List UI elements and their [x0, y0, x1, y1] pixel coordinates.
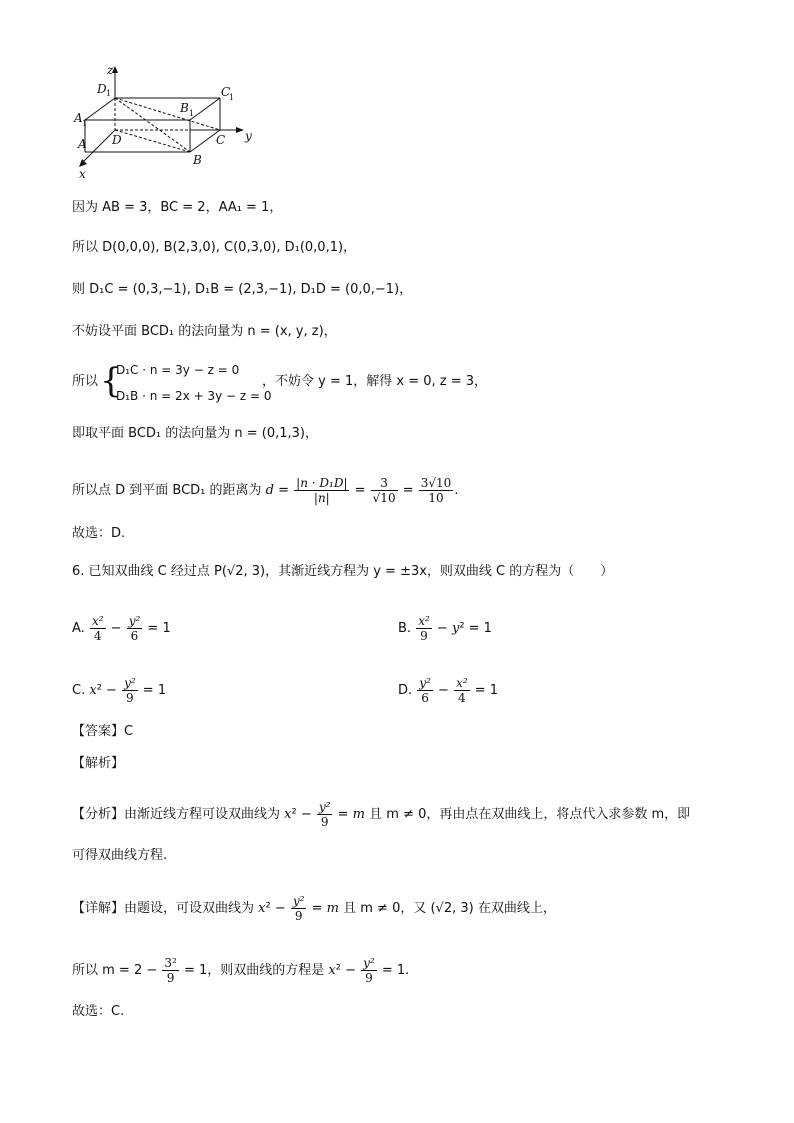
system-brace: {: [100, 361, 122, 401]
svg-text:1: 1: [189, 109, 195, 118]
vectors-line: 则 D₁C = (0,3,−1), D₁B = (2,3,−1), D₁D = (0,0,−1)，: [72, 282, 413, 297]
normal-assume-line: 不妨设平面 BCD₁ 的法向量为 n = (x, y, z)，: [72, 324, 337, 339]
label-z: z: [107, 63, 114, 77]
label-C1: C: [221, 85, 231, 99]
label-x: x: [79, 167, 86, 181]
svg-text:1: 1: [106, 89, 112, 98]
option-c: C. x² − $\frac{\text{y²}}{9}$ = 1: [72, 676, 167, 705]
svg-text:1: 1: [82, 119, 88, 128]
label-A1: A: [74, 111, 83, 125]
q6-stem: 6. 已知双曲线 C 经过点 P(√2, 3)，其渐近线方程为 y = ±3x，则双曲线 C 的方程为（ ）: [72, 564, 614, 579]
distance-line: 所以点 D 到平面 BCD₁ 的距离为 d = $\frac{\text{|n · D₁D|}}{|n|}$ = $\frac{3}{√10}$ = $\frac{3√10}{10}$ .: [72, 476, 459, 505]
system-prefix: 所以: [72, 374, 99, 389]
choose5-line: 故选：D.: [72, 526, 126, 541]
label-B: B: [193, 153, 202, 167]
label-D1: D: [97, 82, 107, 96]
normal-take-line: 即取平面 BCD₁ 的法向量为 n = (0,1,3)，: [72, 426, 319, 441]
label-D: D: [112, 133, 122, 147]
fenxi-line: 【分析】由渐近线方程可设双曲线为 x² − $\frac{\text{y²}}{9}$ = m 且 m ≠ 0，再由点在双曲线上，将点代入求参数 m，即: [72, 800, 691, 829]
option-d: D. $\frac{\text{y²}}{6}$ − $\frac{\text{x²}}{4}$ = 1: [398, 676, 499, 705]
label-A: A: [78, 137, 87, 151]
system-eq2: D₁B · n = 2x + 3y − z = 0: [116, 389, 272, 403]
system-eq1: D₁C · n = 3y − z = 0: [116, 363, 240, 377]
final-line: 所以 m = 2 − $\frac{\text{3²}}{9}$ = 1，则双曲线的方程是 x² − $\frac{\text{y²}}{9}$ = 1.: [72, 956, 410, 985]
label-y: y: [245, 129, 252, 143]
choose6-line: 故选：C.: [72, 1004, 125, 1019]
system-suffix: ，不妨令 y = 1，解得 x = 0, z = 3，: [262, 374, 488, 389]
label-B1: B: [180, 101, 189, 115]
option-a: A. $\frac{\text{x²}}{4}$ − $\frac{\text{y²}}{6}$ = 1: [72, 614, 171, 643]
coords-line: 所以 D(0,0,0), B(2,3,0), C(0,3,0), D₁(0,0,1)，: [72, 240, 357, 255]
analysis-tag: 【解析】: [72, 756, 125, 771]
fenxi-line-2: 可得双曲线方程.: [72, 848, 168, 863]
option-b: B. $\frac{\text{x²}}{9}$ − y² = 1: [398, 614, 492, 643]
label-C: C: [216, 133, 226, 147]
cuboid-figure: [70, 60, 270, 185]
detail-line: 【详解】由题设，可设双曲线为 x² − $\frac{\text{y²}}{9}$ = m 且 m ≠ 0，又 (√2, 3) 在双曲线上，: [72, 894, 556, 923]
svg-text:1: 1: [229, 93, 235, 102]
given-line: 因为 AB = 3，BC = 2，AA₁ = 1，: [72, 200, 283, 215]
answer-tag: 【答案】C: [72, 724, 134, 739]
